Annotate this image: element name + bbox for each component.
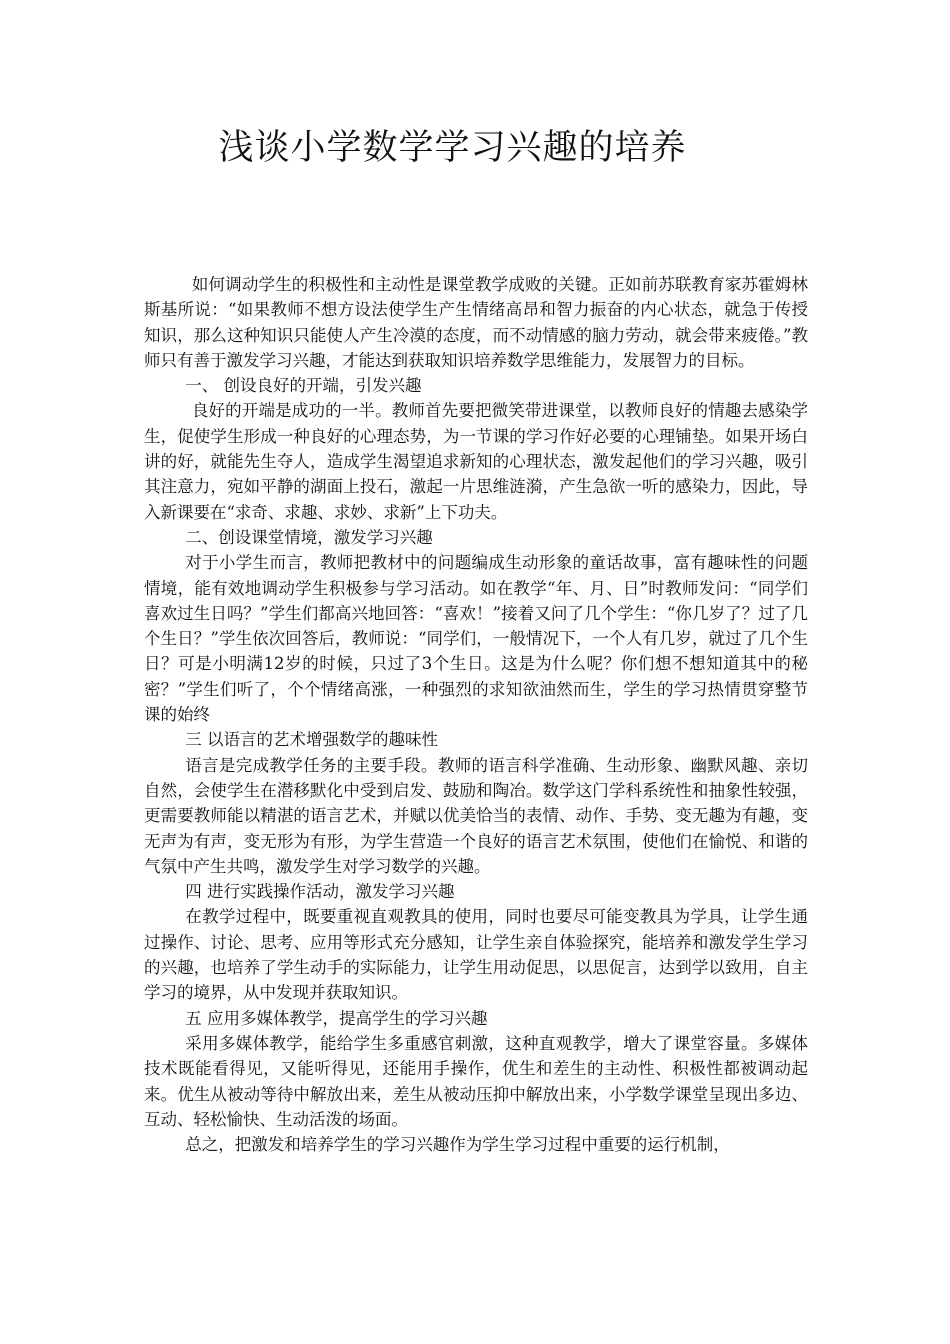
section-paragraph-1: 良好的开端是成功的一半。教师首先要把微笑带进课堂，以教师良好的情趣去感染学生，促使学生形成一种良好的心理态势，为一节课的学习作好必要的心理铺垫。如果开场白讲的好，就能先生夺人，造成学生渴望追求新知的心理状态，激发起他们的学习兴趣，吸引其注意力，宛如平静的湖面上投石，激起一片思维涟漪，产生急欲一听的感染力，因此，导入新课要在“求奇、求趣、求妙、求新”上下功夫。 (144, 401, 808, 522)
section-heading-3: 三 以语言的艺术增强数学的趣味性 (185, 730, 438, 750)
section-paragraph-2: 对于小学生而言，教师把教材中的问题编成生动形象的童话故事，富有趣味性的问题情境，能有效地调动学生积极参与学习活动。如在教学“年、月、日”时教师发问：“同学们喜欢过生日吗？”学生们都高兴地回答：“喜欢！”接着又问了几个学生：“你几岁了？过了几个生日？”学生依次回答后，教师说：“同学们，一般情况下，一个人有几岁，就过了几个生日？可是小明满12岁的时候，只过了3个生日。这是为什么呢？你们想不想知道其中的秘密？”学生们听了，个个情绪高涨，一种强烈的求知欲油然而生，学生的学习热情贯穿整节课的始终 (144, 553, 808, 725)
intro-paragraph: 如何调动学生的积极性和主动性是课堂教学成败的关键。正如前苏联教育家苏霍姆林斯基所说：“如果教师不想方设法使学生产生情绪高昂和智力振奋的内心状态，就急于传授知识，那么这种知识只能使人产生冷漠的态度，而不动情感的脑力劳动，就会带来疲倦。”教师只有善于激发学习兴趣，才能达到获取知识培养数学思维能力，发展智力的目标。 (144, 275, 808, 370)
section-paragraph-5: 采用多媒体教学，能给学生多重感官刺激，这种直观教学，增大了课堂容量。多媒体技术既能看得见，又能听得见，还能用手操作，优生和差生的主动性、积极性都被调动起来。优生从被动等待中解放出来，差生从被动压抑中解放出来，小学数学课堂呈现出多边、互动、轻松愉快、生动活泼的场面。 (144, 1033, 808, 1129)
document-title: 浅谈小学数学学习兴趣的培养 (218, 128, 687, 168)
section-heading-5: 五 应用多媒体教学，提高学生的学习兴趣 (185, 1008, 488, 1028)
section-paragraph-3: 语言是完成教学任务的主要手段。教师的语言科学准确、生动形象、幽默风趣、亲切自然，会使学生在潜移默化中受到启发、鼓励和陶冶。数学这门学科系统性和抽象性较强，更需要教师能以精湛的语言艺术，并赋以优美恰当的表情、动作、手势、变无趣为有趣，变无声为有声，变无形为有形，为学生营造一个良好的语言艺术氛围，使他们在愉悦、和谐的气氛中产生共鸣，激发学生对学习数学的兴趣。 (144, 755, 808, 876)
section-heading-2: 二、创设课堂情境，激发学习兴趣 (185, 527, 433, 547)
section-paragraph-4: 在教学过程中，既要重视直观教具的使用，同时也要尽可能变教具为学具，让学生通过操作、讨论、思考、应用等形式充分感知，让学生亲自体验探究，能培养和激发学生学习的兴趣，也培养了学生动手的实际能力，让学生用动促思，以思促言，达到学以致用，自主学习的境界，从中发现并获取知识。 (144, 907, 808, 1003)
document-body (144, 272, 808, 1157)
section-heading-1: 一、 创设良好的开端，引发兴趣 (185, 376, 422, 396)
section-heading-4: 四 进行实践操作活动，激发学习兴趣 (185, 882, 455, 902)
conclusion-paragraph: 总之，把激发和培养学生的学习兴趣作为学生学习过程中重要的运行机制， (185, 1135, 730, 1155)
